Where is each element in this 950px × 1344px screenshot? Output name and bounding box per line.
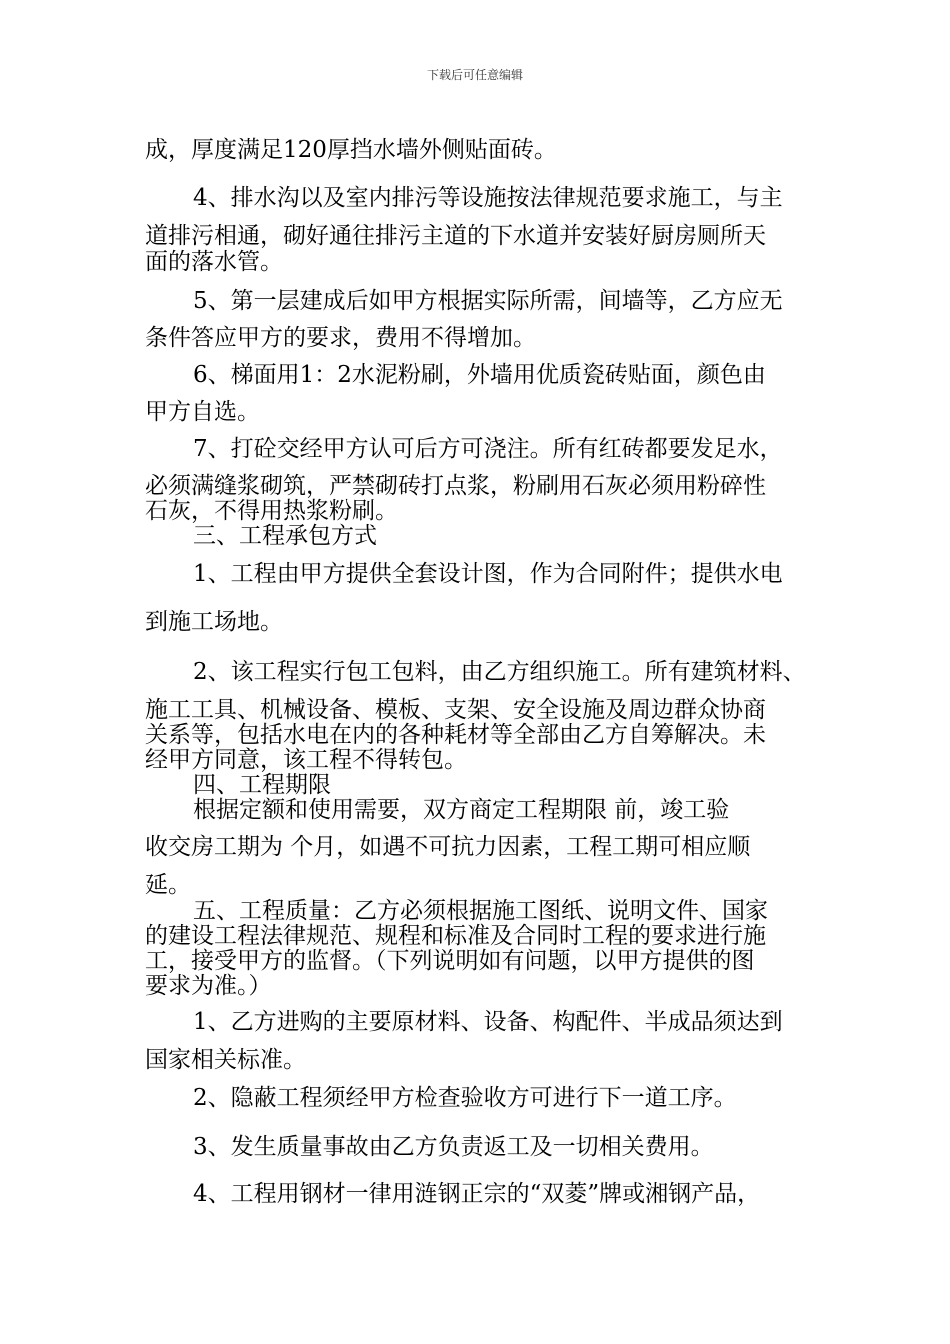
- section-heading: 三、工程承包方式: [193, 523, 377, 549]
- text-line: 4、排水沟以及室内排污等设施按法律规范要求施工，与主: [193, 185, 783, 211]
- text-line: 成，厚度满足120厚挡水墙外侧贴面砖。: [145, 137, 557, 163]
- text-line: 工，接受甲方的监督。（下列说明如有问题，以甲方提供的图: [145, 948, 755, 974]
- text-line: 条件答应甲方的要求，费用不得增加。: [145, 325, 536, 351]
- text-line: 6、梯面用1：2水泥粉刷，外墙用优质瓷砖贴面，颜色由: [193, 362, 766, 388]
- text-line: 延。: [145, 872, 191, 898]
- text-line: 的建设工程法律规范、规程和标准及合同时工程的要求进行施: [145, 923, 766, 949]
- text-line: 国家相关标准。: [145, 1047, 306, 1073]
- section-heading: 四、工程期限: [193, 772, 331, 798]
- text-line: 2、隐蔽工程须经甲方检查验收方可进行下一道工序。: [193, 1085, 737, 1111]
- text-line: 甲方自选。: [145, 399, 260, 425]
- text-line: 1、乙方进购的主要原材料、设备、构配件、半成品须达到: [193, 1009, 783, 1035]
- text-line: 道排污相通，砌好通往排污主道的下水道并安装好厨房厕所天: [145, 223, 766, 249]
- text-line: 1、工程由甲方提供全套设计图，作为合同附件；提供水电: [193, 561, 783, 587]
- text-line: 7、打砼交经甲方认可后方可浇注。所有红砖都要发足水，: [193, 436, 783, 462]
- text-line: 关系等，包括水电在内的各种耗材等全部由乙方自筹解决。未: [145, 722, 766, 748]
- text-line: 到施工场地。: [145, 609, 283, 635]
- text-line: 4、工程用钢材一律用涟钢正宗的“双菱”牌或湘钢产品，: [193, 1181, 761, 1207]
- text-line: 要求为准。）: [145, 973, 272, 999]
- text-line: 收交房工期为 个月，如遇不可抗力因素，工程工期可相应顺: [145, 834, 751, 860]
- text-line: 石灰，不得用热浆粉刷。: [145, 498, 398, 524]
- text-line: 面的落水管。: [145, 249, 283, 275]
- text-line: 施工工具、机械设备、模板、支架、安全设施及周边群众协商: [145, 697, 766, 723]
- text-line: 3、发生质量事故由乙方负责返工及一切相关费用。: [193, 1134, 714, 1160]
- section-heading: 五、工程质量：乙方必须根据施工图纸、说明文件、国家: [193, 898, 768, 924]
- text-line: 根据定额和使用需要，双方商定工程期限 前，竣工验: [193, 797, 730, 823]
- text-line: 经甲方同意，该工程不得转包。: [145, 747, 467, 773]
- text-line: 2、该工程实行包工包料，由乙方组织施工。所有建筑材料、: [193, 659, 806, 685]
- text-line: 必须满缝浆砌筑，严禁砌砖打点浆，粉刷用石灰必须用粉碎性: [145, 473, 766, 499]
- text-line: 5、第一层建成后如甲方根据实际所需，间墙等，乙方应无: [193, 288, 783, 314]
- page-header: 下载后可任意编辑: [426, 68, 523, 82]
